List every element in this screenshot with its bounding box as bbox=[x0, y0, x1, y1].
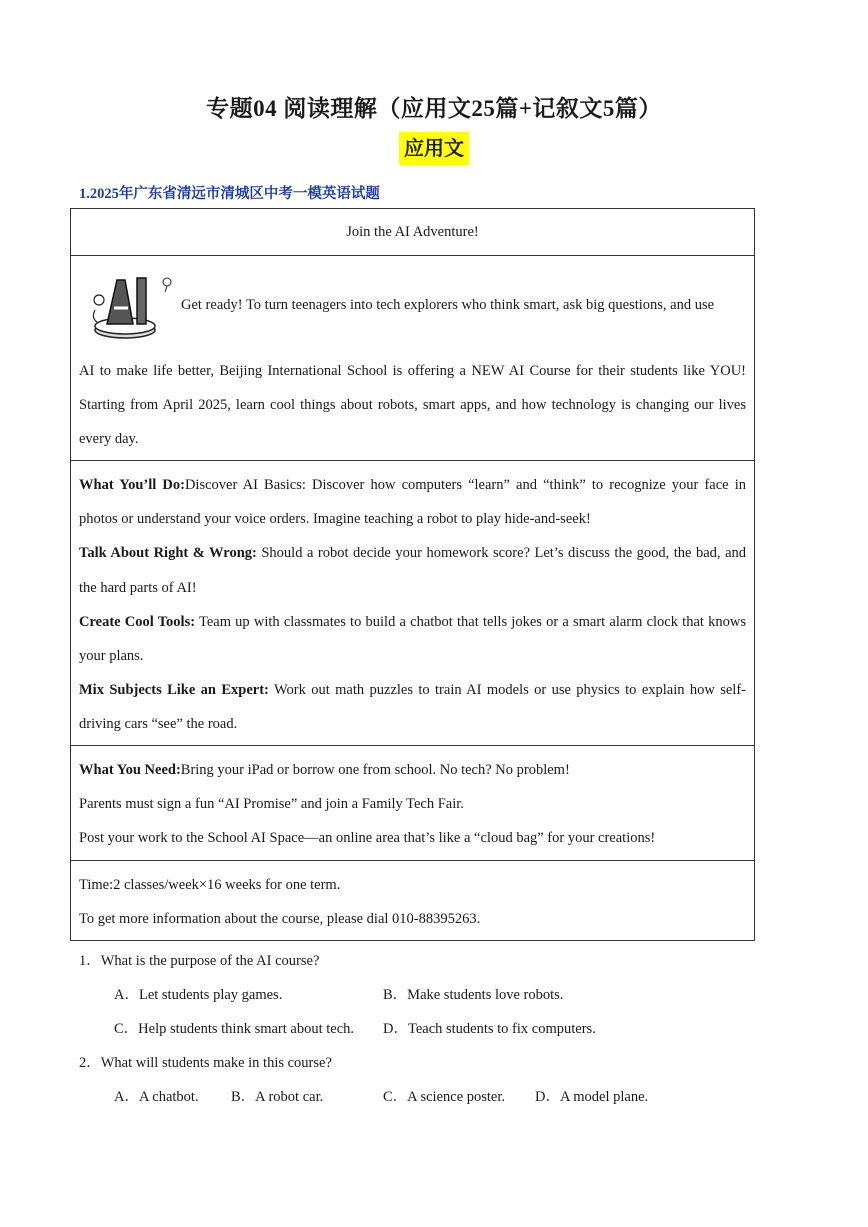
question-stem: 1．What is the purpose of the AI course? bbox=[79, 953, 320, 969]
answer-option: A．Let students play games. bbox=[114, 987, 283, 1003]
do-item-text: Team up with classmates to build a chatbot that tells jokes or a smart alarm clock that knows your plans. bbox=[79, 613, 746, 665]
answer-option: A．A chatbot. bbox=[114, 1089, 199, 1105]
do-item-text: Should a robot decide your homework score? Let’s discuss the good, the bad, and the hard parts of AI! bbox=[79, 545, 746, 596]
answer-option: C．Help students think smart about tech. bbox=[114, 1021, 355, 1037]
intro-paragraph: AI to make life better, Beijing International School is offering a NEW AI Course for their students like YOU! Starting from April 2025, learn cool things about robots, smart apps, and how technology is changing our lives every day. bbox=[79, 363, 746, 447]
section-heading: 应用文 bbox=[399, 132, 469, 165]
answer-option: B．A robot car. bbox=[231, 1089, 324, 1105]
need-label: What You Need: bbox=[79, 762, 181, 778]
contact-line: To get more information about the course, please dial 010-88395263. bbox=[79, 911, 481, 927]
do-item-label: Create Cool Tools: bbox=[79, 613, 196, 630]
need-line: Parents must sign a fun “AI Promise” and join a Family Tech Fair. bbox=[79, 796, 464, 812]
do-item-label: What You’ll Do: bbox=[79, 477, 185, 493]
answer-option: C．A science poster. bbox=[383, 1089, 506, 1105]
do-item-label: Talk About Right & Wrong: bbox=[79, 545, 257, 562]
do-item bbox=[79, 468, 746, 536]
passage-title: Join the AI Adventure! bbox=[71, 209, 754, 256]
do-item bbox=[79, 605, 746, 673]
need-line: Post your work to the School AI Space—an online area that’s like a “cloud bag” for your creations! bbox=[79, 830, 656, 846]
answer-option: D．Teach students to fix computers. bbox=[383, 1021, 596, 1037]
ai-robot-icon bbox=[85, 270, 177, 342]
do-item-label: Mix Subjects Like an Expert: bbox=[79, 682, 269, 699]
need-text: Bring your iPad or borrow one from school. No tech? No problem! bbox=[180, 762, 570, 778]
do-item-text: Discover AI Basics: Discover how computers “learn” and “think” to recognize your face in photos or understand your voice orders. Imagine teaching a robot to play hide-and-seek! bbox=[79, 477, 746, 528]
do-item bbox=[79, 536, 746, 604]
answer-option: B．Make students love robots. bbox=[383, 987, 564, 1003]
exam-source: 1.2025年广东省清远市清城区中考一模英语试题 bbox=[79, 186, 380, 202]
do-item bbox=[79, 673, 746, 741]
time-line: Time:2 classes/week×16 weeks for one term. bbox=[79, 877, 341, 893]
time-info-cell bbox=[71, 861, 754, 940]
question-stem: 2．What will students make in this course? bbox=[79, 1055, 332, 1071]
what-you-need-cell bbox=[71, 746, 754, 861]
intro-cell bbox=[71, 256, 754, 461]
answer-option: D．A model plane. bbox=[535, 1089, 649, 1105]
section-heading-wrap bbox=[0, 132, 868, 165]
do-item-text: Work out math puzzles to train AI models or use physics to explain how self-driving cars “see” the road. bbox=[79, 682, 746, 733]
what-you-do-cell bbox=[71, 461, 754, 746]
passage-table bbox=[70, 208, 755, 941]
page-title: 专题04 阅读理解（应用文25篇+记叙文5篇） bbox=[206, 96, 662, 121]
intro-first-line: Get ready! To turn teenagers into tech explorers who think smart, ask big questions, and use bbox=[181, 297, 715, 313]
need-line bbox=[79, 753, 746, 787]
